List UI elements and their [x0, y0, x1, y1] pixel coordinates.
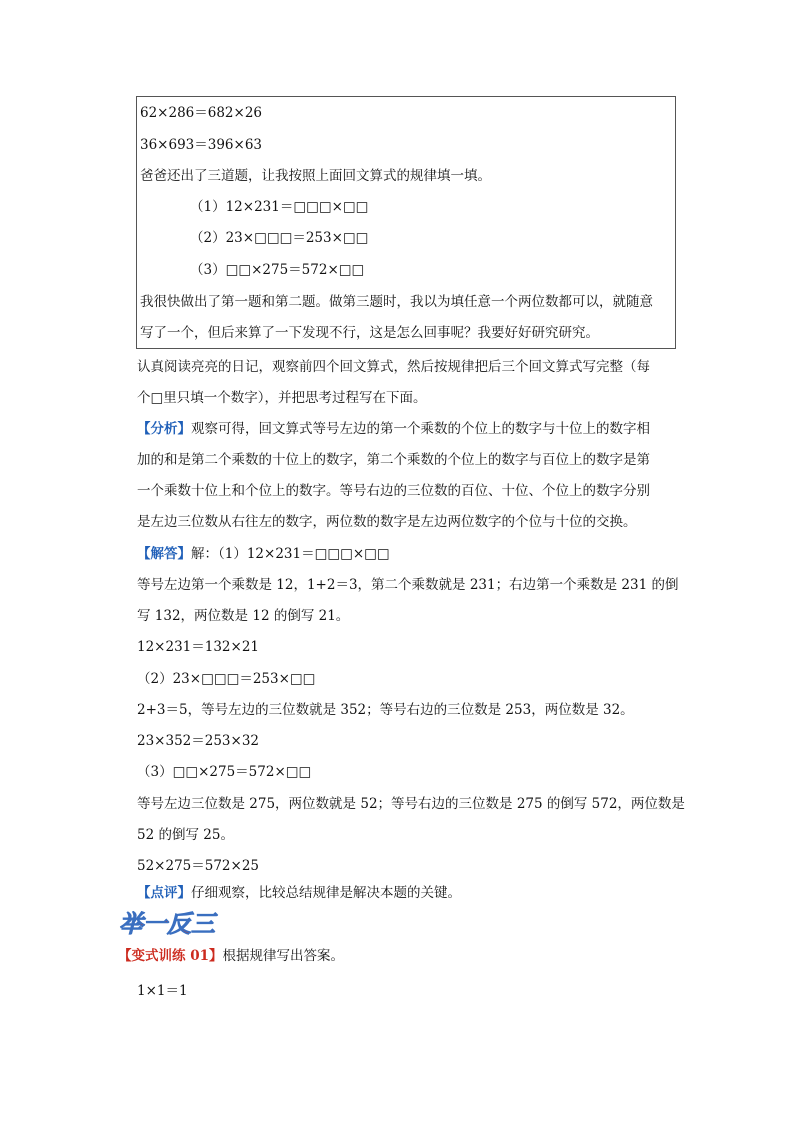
solution-step-1a: 等号左边第一个乘数是 12，1+2＝3，第二个乘数就是 231；右边第一个乘数是 231 的倒	[137, 577, 679, 593]
diary-equation-1: 62×286＝682×26	[140, 105, 263, 121]
diary-intro: 爸爸还出了三道题，让我按照上面回文算式的规律填一填。	[140, 168, 491, 184]
comment-tag: 【点评】	[137, 885, 191, 901]
solution-tag: 【解答】	[137, 546, 191, 562]
variant-text: 根据规律写出答案。	[222, 948, 344, 964]
section-heading-text: 举一反三	[119, 910, 215, 938]
analysis-line-1	[137, 420, 650, 438]
solution-answer-3: 52×275＝572×25	[137, 858, 260, 874]
variant-equation: 1×1＝1	[137, 983, 188, 999]
comment-text: 仔细观察，比较总结规律是解决本题的关键。	[191, 885, 461, 901]
diary-equation-2: 36×693＝396×63	[140, 137, 263, 153]
diary-tail-2: 写了一个，但后来算了一下发现不行，这是怎么回事呢？我要好好研究研究。	[140, 325, 599, 341]
solution-step-2a: 2+3＝5，等号左边的三位数就是 352；等号右边的三位数是 253，两位数是 32。	[137, 702, 634, 718]
variant-line	[118, 947, 344, 965]
solution-step-3a: 等号左边三位数是 275，两位数就是 52；等号右边的三位数是 275 的倒写 572，两位数是	[137, 796, 685, 812]
analysis-line-2: 加的和是第二个乘数的十位上的数字，第二个乘数的个位上的数字与百位上的数字是第	[137, 452, 650, 468]
solution-line-first	[137, 545, 390, 563]
solution-question-2: （2）23×□□□＝253×□□	[137, 671, 316, 687]
solution-first-text: 解：（1）12×231＝□□□×□□	[191, 546, 390, 562]
diary-question-3: （3）□□×275＝572×□□	[190, 262, 365, 278]
solution-answer-1: 12×231＝132×21	[137, 639, 260, 655]
solution-step-3b: 52 的倒写 25。	[137, 827, 234, 843]
comment-line	[137, 884, 461, 902]
prompt-line-2: 个□里只填一个数字），并把思考过程写在下面。	[137, 390, 427, 406]
diary-question-1: （1）12×231＝□□□×□□	[190, 199, 369, 215]
variant-tag: 【变式训练 01】	[118, 948, 223, 964]
analysis-text-1: 观察可得，回文算式等号左边的第一个乘数的个位上的数字与十位上的数字相	[191, 421, 650, 437]
solution-answer-2: 23×352＝253×32	[137, 733, 260, 749]
solution-question-3: （3）□□×275＝572×□□	[137, 764, 312, 780]
diary-question-2: （2）23×□□□＝253×□□	[190, 230, 369, 246]
prompt-line-1: 认真阅读亮亮的日记，观察前四个回文算式，然后按规律把后三个回文算式写完整（每	[137, 359, 650, 375]
section-heading	[117, 908, 227, 938]
analysis-line-3: 一个乘数十位上和个位上的数字。等号右边的三位数的百位、十位、个位上的数字分别	[137, 483, 650, 499]
analysis-line-4: 是左边三位数从右往左的数字，两位数的数字是左边两位数字的个位与十位的交换。	[137, 514, 637, 530]
diary-tail-1: 我很快做出了第一题和第二题。做第三题时，我以为填任意一个两位数都可以，就随意	[140, 294, 653, 310]
analysis-tag: 【分析】	[137, 421, 191, 437]
diary-box	[136, 96, 676, 349]
solution-step-1b: 写 132，两位数是 12 的倒写 21。	[137, 608, 350, 624]
